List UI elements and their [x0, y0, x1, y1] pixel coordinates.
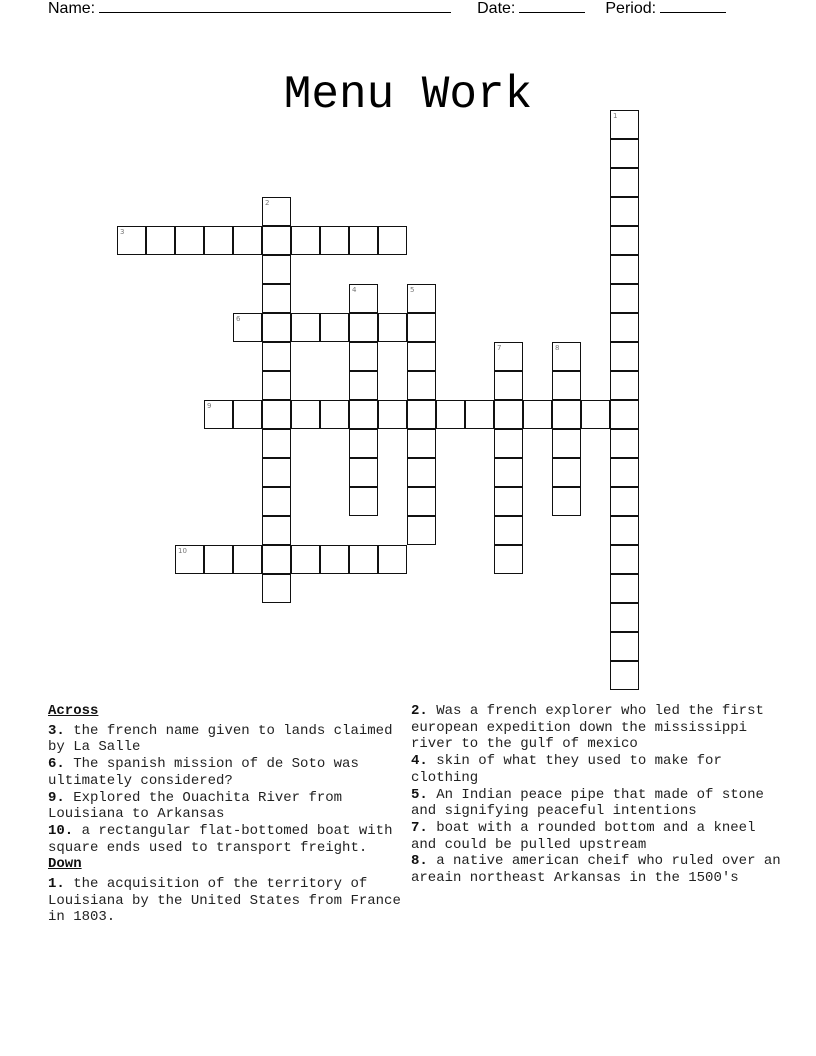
crossword-cell[interactable]	[204, 226, 233, 255]
crossword-cell[interactable]	[610, 226, 639, 255]
period-label: Period:	[605, 0, 657, 17]
crossword-cell[interactable]	[407, 516, 436, 545]
clue-down-2	[411, 703, 781, 753]
crossword-cell[interactable]	[291, 400, 320, 429]
clues-right-column	[411, 703, 781, 887]
crossword-cell[interactable]	[581, 400, 610, 429]
crossword-cell[interactable]	[349, 371, 378, 400]
crossword-cell[interactable]	[610, 139, 639, 168]
crossword-cell[interactable]	[378, 226, 407, 255]
crossword-cell[interactable]	[262, 197, 291, 226]
crossword-cell[interactable]	[494, 458, 523, 487]
across-heading: Across	[48, 703, 99, 719]
crossword-cell[interactable]	[204, 400, 233, 429]
crossword-cell[interactable]	[494, 516, 523, 545]
crossword-cell[interactable]	[407, 458, 436, 487]
crossword-cell[interactable]	[610, 516, 639, 545]
cell-number: 10	[178, 547, 187, 555]
crossword-cell[interactable]	[262, 284, 291, 313]
date-label: Date:	[477, 0, 516, 17]
crossword-cell[interactable]	[610, 458, 639, 487]
crossword-cell[interactable]	[436, 400, 465, 429]
clue-down-8	[411, 853, 781, 886]
cell-number: 9	[207, 402, 212, 410]
crossword-cell[interactable]	[233, 545, 262, 574]
crossword-cell[interactable]	[552, 371, 581, 400]
clue-across-3	[48, 723, 408, 756]
crossword-cell[interactable]	[610, 632, 639, 661]
crossword-cell[interactable]	[291, 545, 320, 574]
clue-number: 7.	[411, 819, 428, 836]
crossword-cell[interactable]	[610, 661, 639, 690]
crossword-cell[interactable]	[262, 516, 291, 545]
crossword-cell[interactable]	[233, 400, 262, 429]
clue-text: Explored the Ouachita River from Louisiana to Arkansas	[48, 789, 343, 823]
crossword-cell[interactable]	[291, 226, 320, 255]
crossword-cell[interactable]	[349, 313, 378, 342]
clue-across-9	[48, 790, 408, 823]
crossword-cell[interactable]	[349, 342, 378, 371]
crossword-cell[interactable]	[349, 487, 378, 516]
clue-number: 2.	[411, 703, 428, 719]
clue-text: skin of what they used to make for clothing	[411, 753, 722, 786]
clue-number: 8.	[411, 853, 428, 870]
crossword-cell[interactable]	[610, 487, 639, 516]
clue-across-6	[48, 756, 408, 789]
clue-number: 6.	[48, 756, 65, 773]
crossword-cell[interactable]	[233, 226, 262, 255]
crossword-cell[interactable]	[262, 400, 291, 429]
crossword-cell[interactable]	[494, 342, 523, 371]
clue-text: Was a french explorer who led the first european expedition down the mississippi river to the gulf of mexico	[411, 703, 764, 753]
crossword-cell[interactable]	[465, 400, 494, 429]
clue-number: 3.	[48, 722, 65, 739]
crossword-cell[interactable]	[610, 284, 639, 313]
page-title: Menu Work	[283, 68, 533, 121]
crossword-cell[interactable]	[320, 226, 349, 255]
crossword-cell[interactable]	[262, 371, 291, 400]
cell-number: 5	[410, 286, 415, 294]
crossword-cell[interactable]	[494, 371, 523, 400]
crossword-cell[interactable]	[262, 429, 291, 458]
crossword-cell[interactable]	[262, 458, 291, 487]
clue-text: the french name given to lands claimed by La Salle	[48, 722, 393, 756]
crossword-cell[interactable]	[262, 574, 291, 603]
crossword-cell[interactable]	[349, 400, 378, 429]
crossword-cell[interactable]	[610, 168, 639, 197]
crossword-cell[interactable]	[407, 487, 436, 516]
crossword-cell[interactable]	[552, 487, 581, 516]
crossword-cell[interactable]	[610, 371, 639, 400]
crossword-cell[interactable]	[320, 545, 349, 574]
clue-number: 10.	[48, 822, 74, 839]
clue-text: the acquisition of the territory of Louisiana by the United States from France in 1803.	[48, 876, 401, 926]
cell-number: 2	[265, 199, 270, 207]
crossword-cell[interactable]	[610, 110, 639, 139]
crossword-cell[interactable]	[523, 400, 552, 429]
crossword-cell[interactable]	[349, 545, 378, 574]
crossword-cell[interactable]	[146, 226, 175, 255]
cell-number: 6	[236, 315, 241, 323]
crossword-cell[interactable]	[407, 284, 436, 313]
crossword-cell[interactable]	[552, 400, 581, 429]
clue-text: boat with a rounded bottom and a kneel and could be pulled upstream	[411, 819, 756, 853]
clue-text: The spanish mission of de Soto was ultimately considered?	[48, 756, 359, 789]
crossword-cell[interactable]	[175, 545, 204, 574]
crossword-cell[interactable]	[378, 313, 407, 342]
crossword-cell[interactable]	[610, 197, 639, 226]
crossword-cell[interactable]	[494, 429, 523, 458]
crossword-cell[interactable]	[349, 429, 378, 458]
name-label: Name:	[48, 0, 96, 17]
cell-number: 3	[120, 228, 125, 236]
crossword-cell[interactable]	[262, 487, 291, 516]
down-heading: Down	[48, 856, 82, 873]
clue-down-7	[411, 820, 781, 853]
clue-number: 9.	[48, 789, 65, 806]
crossword-cell[interactable]	[407, 313, 436, 342]
crossword-cell[interactable]	[349, 226, 378, 255]
crossword-cell[interactable]	[610, 313, 639, 342]
crossword-cell[interactable]	[552, 458, 581, 487]
cell-number: 7	[497, 344, 502, 352]
crossword-cell[interactable]	[407, 342, 436, 371]
crossword-cell[interactable]	[407, 371, 436, 400]
crossword-cell[interactable]	[262, 226, 291, 255]
crossword-cell[interactable]	[610, 400, 639, 429]
crossword-cell[interactable]	[291, 313, 320, 342]
crossword-cell[interactable]	[494, 545, 523, 574]
crossword-cell[interactable]	[610, 342, 639, 371]
crossword-cell[interactable]	[407, 400, 436, 429]
crossword-cell[interactable]	[204, 545, 233, 574]
cell-number: 1	[613, 112, 618, 120]
crossword-cell[interactable]	[552, 429, 581, 458]
crossword-cell[interactable]	[349, 458, 378, 487]
crossword-cell[interactable]	[262, 545, 291, 574]
clue-number: 5.	[411, 786, 428, 803]
crossword-cell[interactable]	[610, 429, 639, 458]
crossword-cell[interactable]	[320, 400, 349, 429]
crossword-cell[interactable]	[262, 313, 291, 342]
crossword-cell[interactable]	[262, 342, 291, 371]
crossword-cell[interactable]	[610, 603, 639, 632]
crossword-cell[interactable]	[378, 400, 407, 429]
crossword-cell[interactable]	[262, 255, 291, 284]
crossword-cell[interactable]	[610, 255, 639, 284]
crossword-cell[interactable]	[494, 487, 523, 516]
clue-text: An Indian peace pipe that made of stone and signifying peaceful intentions	[411, 786, 764, 820]
crossword-cell[interactable]	[320, 313, 349, 342]
crossword-cell[interactable]	[378, 545, 407, 574]
cell-number: 8	[555, 344, 560, 352]
crossword-cell[interactable]	[349, 284, 378, 313]
crossword-cell[interactable]	[233, 313, 262, 342]
clue-number: 1.	[48, 876, 65, 893]
clue-down-5	[411, 787, 781, 820]
crossword-cell[interactable]	[494, 400, 523, 429]
crossword-cell[interactable]	[610, 574, 639, 603]
clue-across-10	[48, 823, 408, 856]
clue-down-4	[411, 753, 781, 786]
crossword-cell[interactable]	[407, 429, 436, 458]
clues-left-column	[48, 703, 408, 926]
crossword-cell[interactable]	[610, 545, 639, 574]
crossword-cell[interactable]	[117, 226, 146, 255]
cell-number: 4	[352, 286, 357, 294]
clue-down-1	[48, 876, 408, 926]
clue-text: a rectangular flat-bottomed boat with square ends used to transport freight.	[48, 822, 393, 856]
crossword-cell[interactable]	[175, 226, 204, 255]
clue-text: a native american cheif who ruled over an areain northeast Arkansas in the 1500's	[411, 853, 781, 887]
crossword-cell[interactable]	[552, 342, 581, 371]
clue-number: 4.	[411, 753, 428, 770]
